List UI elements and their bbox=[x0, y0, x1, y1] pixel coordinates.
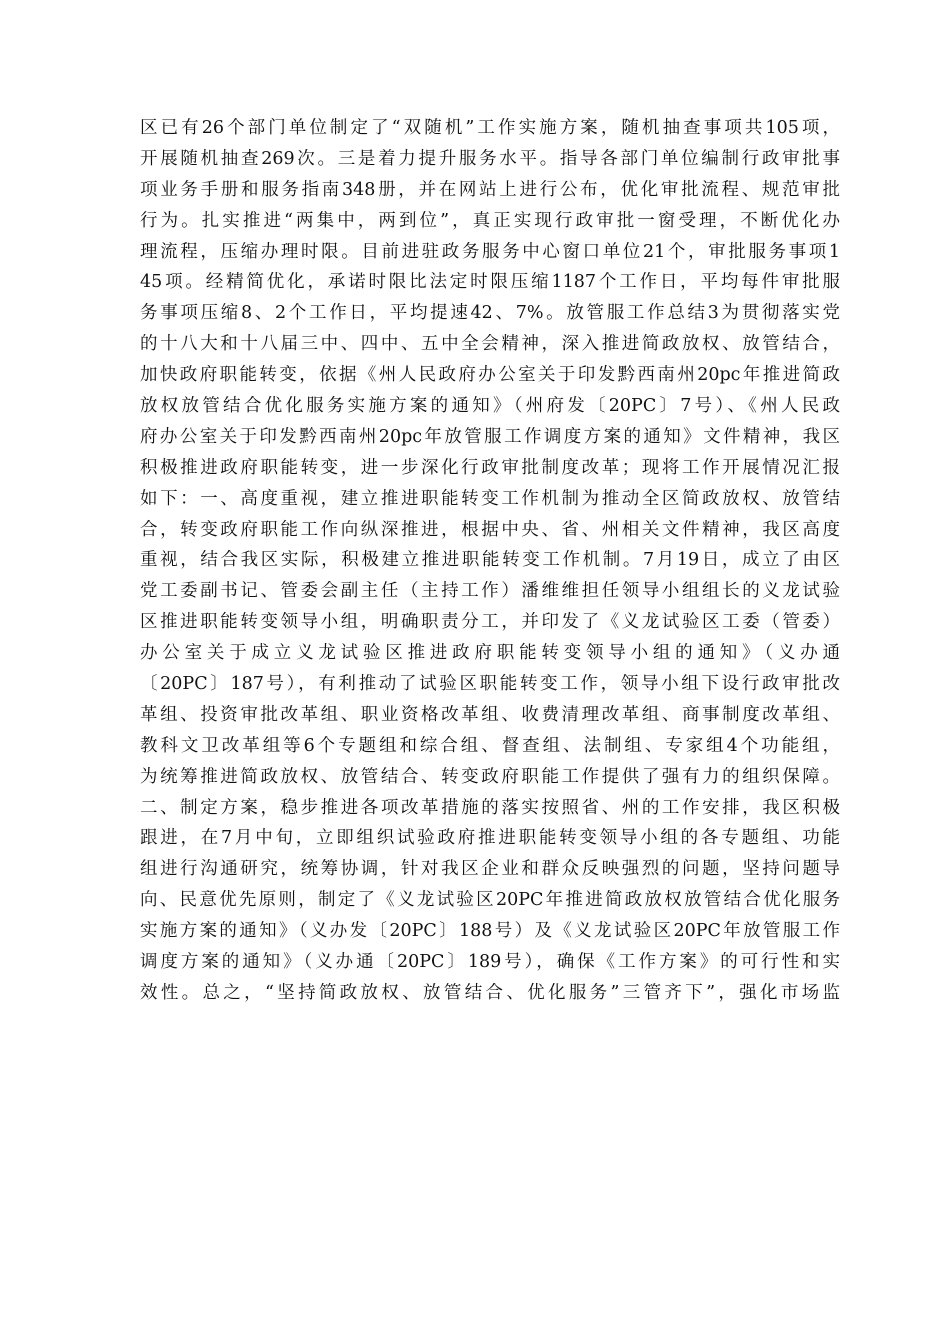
text-line: 理流程，压缩办理时限。目前进驻政务服务中心窗口单位21个，审批服务事项1 bbox=[140, 241, 840, 262]
text-line: 〔20PC〕187号），有利推动了试验区职能转变工作，领导小组下设行政审批改 bbox=[140, 674, 840, 695]
text-line: 项业务手册和服务指南348册，并在网站上进行公布，优化审批流程、规范审批 bbox=[140, 179, 840, 200]
text-line: 办公室关于成立义龙试验区推进政府职能转变领导小组的通知》（义办通 bbox=[140, 643, 840, 664]
text-line: 跟进，在7月中旬，立即组织试验政府推进职能转变领导小组的各专题组、功能 bbox=[140, 828, 840, 849]
text-line: 重视，结合我区实际，积极建立推进职能转变工作机制。7月19日，成立了由区 bbox=[140, 550, 840, 571]
text-line: 的十八大和十八届三中、四中、五中全会精神，深入推进简政放权、放管结合， bbox=[140, 334, 840, 355]
text-line: 组进行沟通研究，统筹协调，针对我区企业和群众反映强烈的问题，坚持问题导 bbox=[140, 859, 840, 880]
text-line: 放权放管结合优化服务实施方案的通知》（州府发〔20PC〕7号）、《州人民政 bbox=[140, 396, 840, 417]
text-line: 合，转变政府职能工作向纵深推进，根据中央、省、州相关文件精神，我区高度 bbox=[140, 519, 840, 540]
text-line: 府办公室关于印发黔西南州20pc年放管服工作调度方案的通知》文件精神，我区 bbox=[140, 426, 840, 447]
text-line: 加快政府职能转变，依据《州人民政府办公室关于印发黔西南州20pc年推进简政 bbox=[140, 365, 840, 386]
text-line: 调度方案的通知》（义办通〔20PC〕189号），确保《工作方案》的可行性和实 bbox=[140, 952, 840, 973]
text-line: 开展随机抽查269次。三是着力提升服务水平。指导各部门单位编制行政审批事 bbox=[140, 148, 840, 169]
text-line: 区已有26个部门单位制定了“双随机”工作实施方案，随机抽查事项共105项， bbox=[140, 118, 840, 138]
text-line: 革组、投资审批改革组、职业资格改革组、收费清理改革组、商事制度改革组、 bbox=[140, 704, 840, 725]
text-line: 区推进职能转变领导小组，明确职责分工，并印发了《义龙试验区工委（管委） bbox=[140, 612, 840, 633]
text-line: 行为。扎实推进“两集中，两到位”，真正实现行政审批一窗受理，不断优化办 bbox=[140, 210, 840, 231]
text-line: 教科文卫改革组等6个专题组和综合组、督查组、法制组、专家组4个功能组， bbox=[140, 735, 840, 756]
text-line: 积极推进政府职能转变，进一步深化行政审批制度改革；现将工作开展情况汇报 bbox=[140, 457, 840, 478]
text-line: 党工委副书记、管委会副主任（主持工作）潘维维担任领导小组组长的义龙试验 bbox=[140, 581, 840, 602]
text-line: 效性。总之，“坚持简政放权、放管结合、优化服务”三管齐下”，强化市场监 bbox=[140, 982, 840, 1003]
text-line: 为统筹推进简政放权、放管结合、转变政府职能工作提供了强有力的组织保障。 bbox=[140, 766, 840, 787]
text-line: 二、制定方案，稳步推进各项改革措施的落实按照省、州的工作安排，我区积极 bbox=[140, 797, 840, 818]
text-line: 如下：一、高度重视，建立推进职能转变工作机制为推动全区简政放权、放管结 bbox=[140, 488, 840, 509]
text-line: 向、民意优先原则，制定了《义龙试验区20PC年推进简政放权放管结合优化服务 bbox=[140, 890, 840, 911]
text-line: 45项。经精简优化，承诺时限比法定时限压缩1187个工作日，平均每件审批服 bbox=[140, 272, 840, 293]
body-paragraph bbox=[140, 113, 840, 1009]
text-line: 实施方案的通知》（义办发〔20PC〕188号）及《义龙试验区20PC年放管服工作 bbox=[140, 921, 840, 942]
text-line: 务事项压缩8、2个工作日，平均提速42、7%。放管服工作总结3为贯彻落实党 bbox=[140, 303, 840, 324]
